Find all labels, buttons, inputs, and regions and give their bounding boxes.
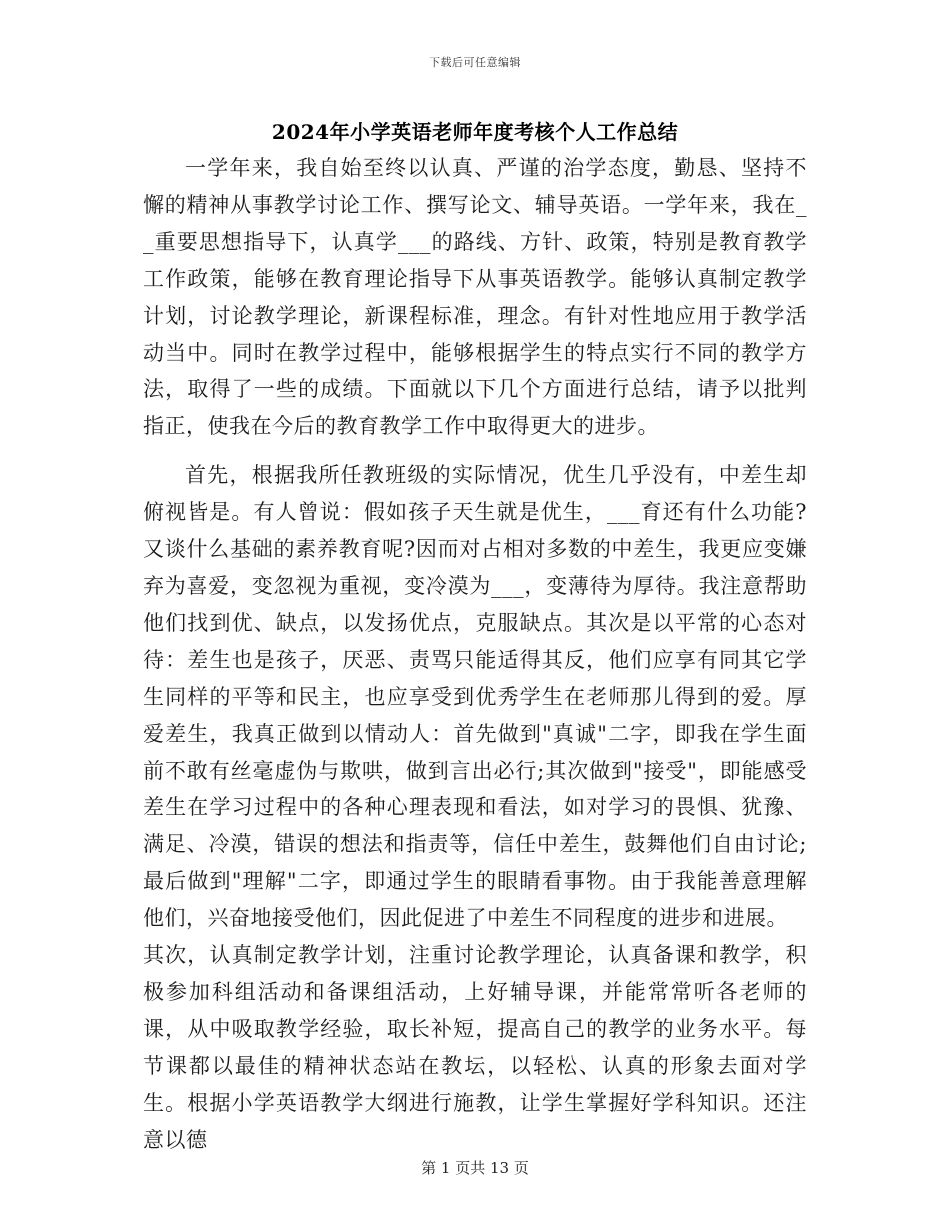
- paragraph-2: 首先，根据我所任教班级的实际情况，优生几乎没有，中差生却俯视皆是。有人曾说：假如孩子天生就是优生，___育还有什么功能?又谈什么基础的素养教育呢?因而对占相对多数的中差生，我更应变嫌弃为喜爱，变忽视为重视，变冷漠为___，变薄待为厚待。我注意帮助他们找到优、缺点，以发扬优点，克服缺点。其次是以平常的心态对待：差生也是孩子，厌恶、责骂只能适得其反，他们应享有同其它学生同样的平等和民主，也应享受到优秀学生在老师那儿得到的爱。厚爱差生，我真正做到以情动人：首先做到"真诚"二字，即我在学生面前不敢有丝毫虚伪与欺哄，做到言出必行;其次做到"接受"，即能感受差生在学习过程中的各种心理表现和看法，如对学习的畏惧、犹豫、满足、冷漠，错误的想法和指责等，信任中差生，鼓舞他们自由讨论;最后做到"理解"二字，即通过学生的眼睛看事物。由于我能善意理解他们，兴奋地接受他们，因此促进了中差生不同程度的进步和进展。: [143, 463, 807, 931]
- header-note: 下载后可任意编辑: [429, 56, 521, 69]
- page-number: 第 1 页共 13 页: [421, 1159, 529, 1177]
- document-title: 2024年小学英语老师年度考核个人工作总结: [271, 120, 679, 144]
- paragraph-3: 其次，认真制定教学计划，注重讨论教学理论，认真备课和教学，积极参加科组活动和备课组活动，上好辅导课，并能常常听各老师的课，从中吸取教学经验，取长补短，提高自己的教学的业务水平。每节课都以最佳的精神状态站在教坛，以轻松、认真的形象去面对学生。根据小学英语教学大纲进行施教，让学生掌握好学科知识。还注意以德: [143, 943, 807, 1152]
- document-body: [143, 150, 807, 1158]
- paragraph-1: 一学年来，我自始至终以认真、严谨的治学态度，勤恳、坚持不懈的精神从事教学讨论工作、撰写论文、辅导英语。一学年来，我在__重要思想指导下，认真学___的路线、方针、政策，特别是教育教学工作政策，能够在教育理论指导下从事英语教学。能够认真制定教学计划，讨论教学理论，新课程标准，理念。有针对性地应用于教学活动当中。同时在教学过程中，能够根据学生的特点实行不同的教学方法，取得了一些的成绩。下面就以下几个方面进行总结，请予以批判指正，使我在今后的教育教学工作中取得更大的进步。: [143, 156, 807, 439]
